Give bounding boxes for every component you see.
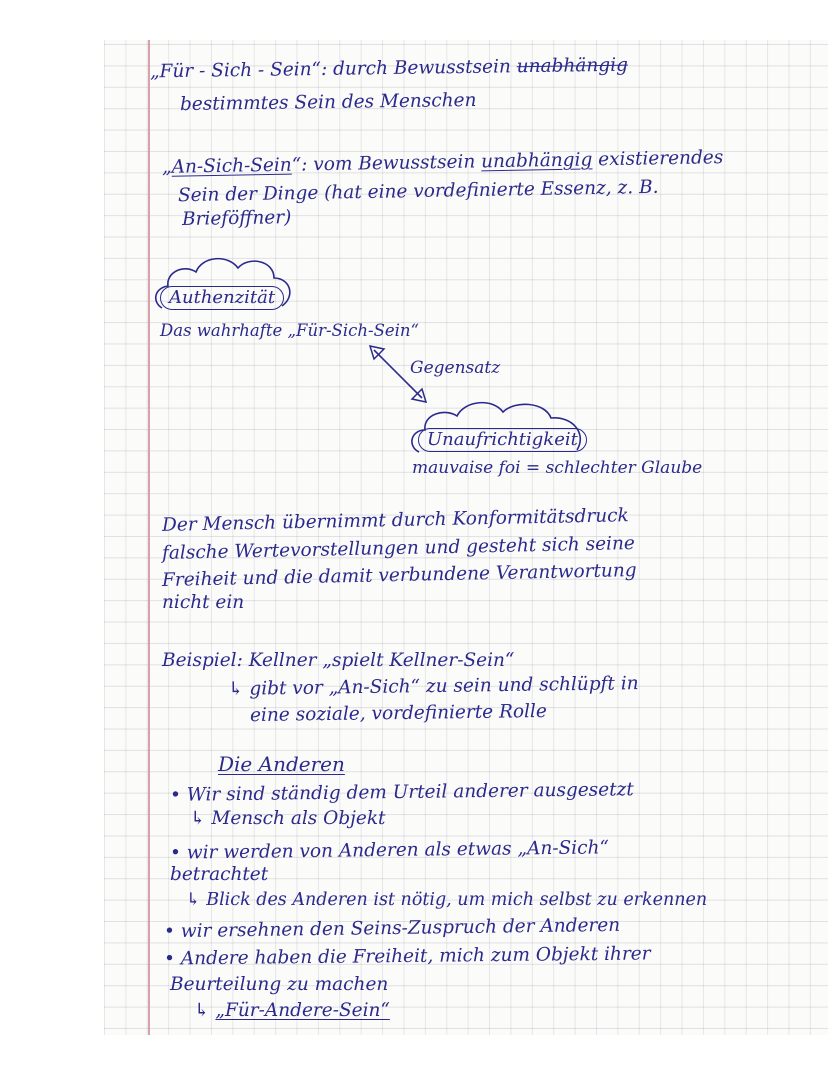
existierendes-word: existierendes: [592, 147, 724, 171]
others-heading: Die Anderen: [218, 752, 345, 776]
others-line-6: • wir ersehnen den Seins-Zuspruch der Anderen: [163, 914, 621, 943]
others-line-8: Beurteilung zu machen: [170, 974, 389, 995]
paragraph-line-1: Der Mensch übernimmt durch Konformitätsdruck: [161, 505, 629, 536]
authenticity-description: Das wahrhafte „Für-Sich-Sein“: [160, 321, 419, 340]
others-line-9: [194, 998, 390, 1023]
an-sich-sein-text: “: vom Bewusstsein: [291, 151, 476, 176]
arrow-glyph: ↳: [194, 1000, 210, 1021]
paragraph-line-2: falsche Wertevorstellungen und gesteht sich seine: [161, 533, 636, 564]
example-line-3: eine soziale, vordefinierte Rolle: [249, 700, 547, 727]
others-line-2: ↳ Mensch als Objekt: [190, 808, 386, 829]
an-sich-sein-line3: Brieföffner): [181, 207, 292, 230]
insincerity-description: mauvaise foi = schlechter Glaube: [412, 458, 703, 478]
paragraph-line-4: nicht ein: [162, 592, 245, 613]
paragraph-line-3: Freiheit und die damit verbundene Verantwortung: [161, 560, 637, 591]
others-line-1: • Wir sind ständig dem Urteil anderer ausgesetzt: [169, 779, 634, 806]
fuer-sich-sein-line2: bestimmtes Sein des Menschen: [179, 89, 477, 116]
others-line-4: betrachtet: [170, 864, 269, 885]
struck-word: unabhängig: [516, 54, 629, 78]
insincerity-label: [418, 428, 587, 452]
fuer-sich-sein-definition: „Für - Sich - Sein“: durch Bewusstsein: [149, 56, 511, 83]
contrast-label: Gegensatz: [410, 358, 501, 378]
others-line-5: ↳ Blick des Anderen ist nötig, um mich selbst zu erkennen: [186, 890, 708, 910]
an-sich-sein-term: An-Sich-Sein: [171, 154, 292, 178]
example-line-1: Beispiel: Kellner „spielt Kellner-Sein“: [162, 650, 515, 671]
authenticity-oval-text: Authenzität: [160, 286, 284, 310]
margin-line: [148, 40, 150, 1035]
others-line-3: • wir werden von Anderen als etwas „An-Sich“: [169, 837, 610, 864]
authenticity-label: [160, 286, 284, 310]
insincerity-oval-text: Unaufrichtigkeit: [418, 428, 587, 452]
unabhaengig-word: unabhängig: [480, 149, 593, 173]
fuer-andere-sein-term: „Für-Andere-Sein“: [215, 1000, 390, 1021]
others-line-7: • Andere haben die Freiheit, mich zum Objekt ihrer: [163, 943, 651, 970]
quote-open: „: [161, 156, 172, 178]
an-sich-sein-line2: Sein der Dinge (hat eine vordefinierte Essenz, z. B.: [177, 176, 659, 207]
example-line-2: ↳ gibt vor „An-Sich“ zu sein und schlüpft in: [227, 673, 639, 700]
